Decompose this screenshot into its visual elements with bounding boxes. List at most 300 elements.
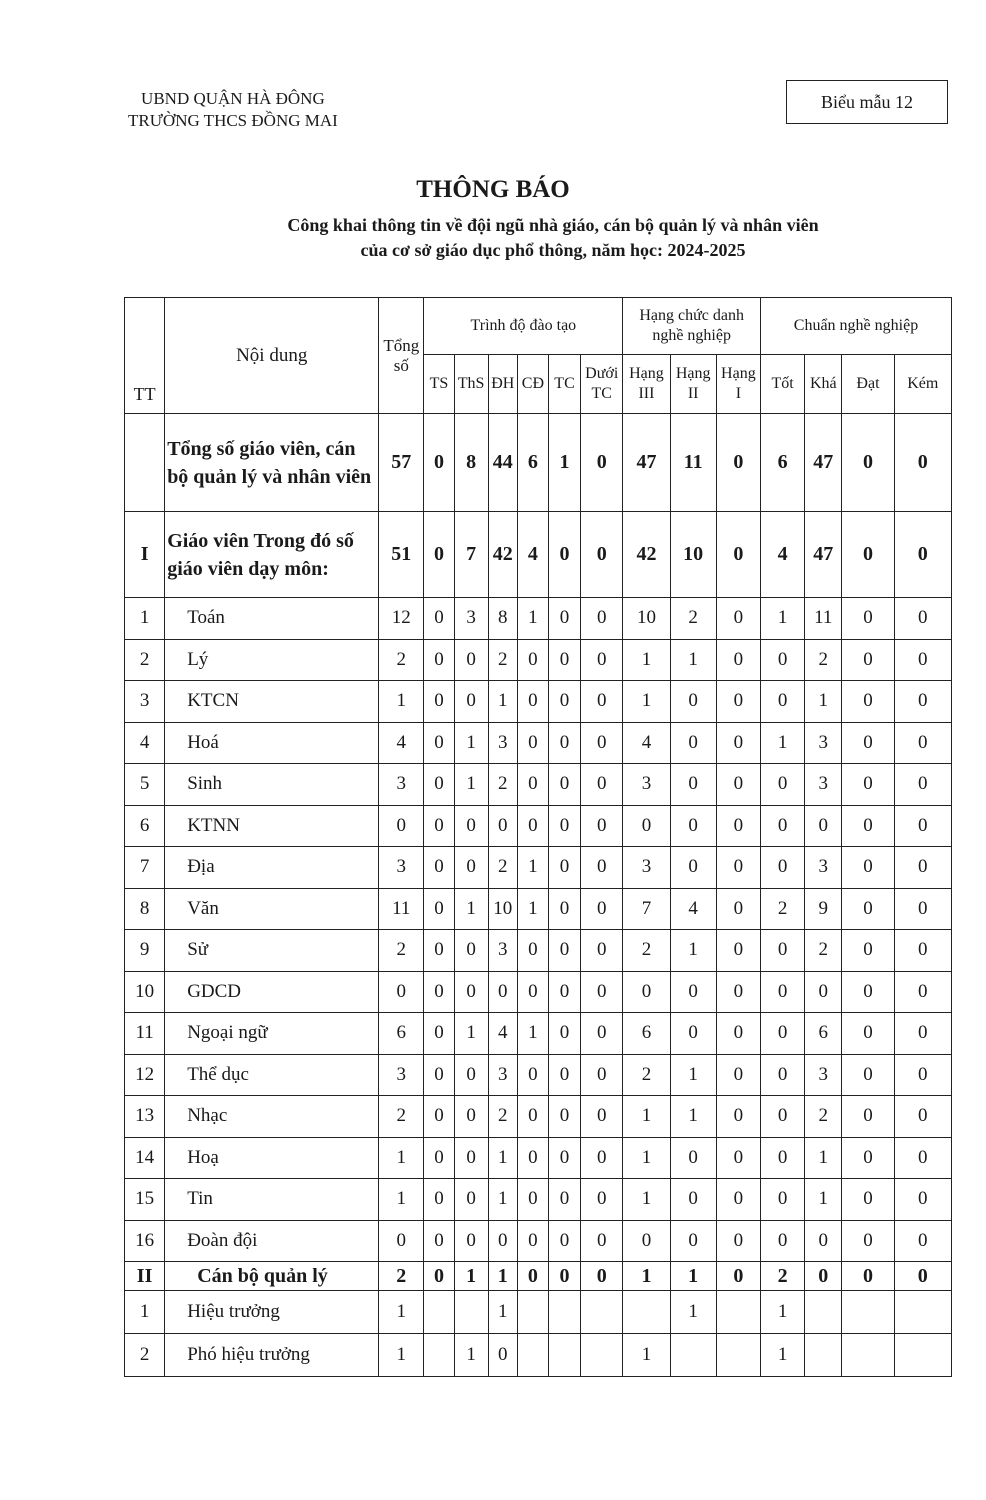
row-value: 0	[894, 805, 951, 847]
row-content: Địa	[165, 847, 379, 889]
row-value: 0	[488, 1334, 517, 1377]
row-value: 10	[623, 598, 670, 640]
row-value: 0	[716, 639, 760, 681]
row-value: 7	[623, 888, 670, 930]
row-value: 0	[760, 1013, 804, 1055]
row-value: 42	[623, 512, 670, 598]
row-index: 8	[125, 888, 165, 930]
row-value	[581, 1291, 623, 1334]
row-value: 0	[842, 847, 894, 889]
row-value: 0	[623, 1220, 670, 1262]
row-value: 2	[805, 1096, 842, 1138]
header-weak: Kém	[894, 355, 951, 414]
row-content: Hoạ	[165, 1137, 379, 1179]
row-value: 4	[379, 722, 424, 764]
row-value: 2	[623, 1054, 670, 1096]
row-value: 0	[581, 888, 623, 930]
row-value: 0	[716, 1096, 760, 1138]
row-value: 1	[454, 1334, 488, 1377]
row-value: 0	[716, 1220, 760, 1262]
row-value: 1	[488, 1179, 517, 1221]
row-value: 44	[488, 414, 517, 512]
row-value: 3	[379, 764, 424, 806]
row-content: Thể dục	[165, 1054, 379, 1096]
table-row	[125, 598, 952, 640]
row-value: 0	[548, 1262, 580, 1291]
row-value: 12	[379, 598, 424, 640]
row-content: Nhạc	[165, 1096, 379, 1138]
header-rank-iii: Hạng III	[623, 355, 670, 414]
row-value: 0	[894, 764, 951, 806]
row-value: 0	[716, 512, 760, 598]
row-value: 0	[760, 971, 804, 1013]
row-value: 0	[548, 1220, 580, 1262]
row-value: 0	[424, 888, 454, 930]
row-value: 0	[548, 1054, 580, 1096]
row-value: 1	[670, 639, 716, 681]
row-index: 9	[125, 930, 165, 972]
row-value: 4	[488, 1013, 517, 1055]
row-value: 0	[894, 1220, 951, 1262]
row-value: 0	[548, 722, 580, 764]
row-value: 0	[716, 681, 760, 723]
row-value: 0	[581, 1179, 623, 1221]
row-value: 1	[454, 722, 488, 764]
row-value: 1	[805, 681, 842, 723]
row-value: 0	[716, 722, 760, 764]
row-content: Lý	[165, 639, 379, 681]
row-value: 0	[424, 1262, 454, 1291]
row-value: 0	[716, 930, 760, 972]
table-body	[125, 414, 952, 1377]
row-value: 1	[379, 1291, 424, 1334]
row-value: 0	[379, 1220, 424, 1262]
row-value: 0	[454, 1179, 488, 1221]
header-dh: ĐH	[488, 355, 517, 414]
row-value: 1	[623, 681, 670, 723]
row-value: 3	[488, 1054, 517, 1096]
header-rank-ii: Hạng II	[670, 355, 716, 414]
document-subtitle	[60, 213, 986, 263]
row-value: 0	[842, 1013, 894, 1055]
row-value: 0	[842, 1179, 894, 1221]
row-content: Hoá	[165, 722, 379, 764]
table-row	[125, 1291, 952, 1334]
row-value: 1	[623, 1179, 670, 1221]
row-value: 3	[379, 847, 424, 889]
row-value: 0	[670, 1220, 716, 1262]
row-value: 7	[454, 512, 488, 598]
row-value: 0	[670, 1137, 716, 1179]
row-value	[716, 1291, 760, 1334]
row-value: 1	[623, 1262, 670, 1291]
row-value: 57	[379, 414, 424, 512]
row-value: 0	[760, 930, 804, 972]
header-ts: TS	[424, 355, 454, 414]
table-row	[125, 1179, 952, 1221]
row-value: 1	[760, 1334, 804, 1377]
row-value: 2	[379, 639, 424, 681]
row-value: 1	[805, 1137, 842, 1179]
table-row	[125, 1334, 952, 1377]
row-value: 0	[716, 1137, 760, 1179]
row-value: 6	[517, 414, 548, 512]
row-value: 1	[379, 1334, 424, 1377]
row-value: 0	[581, 764, 623, 806]
row-value: 0	[424, 1179, 454, 1221]
row-index: 2	[125, 1334, 165, 1377]
row-content: Văn	[165, 888, 379, 930]
header-total: Tổng số	[379, 298, 424, 414]
row-content: Phó hiệu trưởng	[165, 1334, 379, 1377]
row-value: 0	[424, 1013, 454, 1055]
row-value: 1	[548, 414, 580, 512]
row-value: 1	[454, 888, 488, 930]
row-value	[517, 1334, 548, 1377]
row-value: 1	[670, 1291, 716, 1334]
row-value: 0	[454, 1220, 488, 1262]
subtitle-line-1: Công khai thông tin về đội ngũ nhà giáo, cán bộ quản lý và nhân viên	[287, 215, 819, 235]
row-value: 1	[454, 1262, 488, 1291]
row-value: 0	[670, 1179, 716, 1221]
row-value: 2	[488, 847, 517, 889]
row-value: 0	[548, 971, 580, 1013]
row-value: 1	[488, 1262, 517, 1291]
row-index: II	[125, 1262, 165, 1291]
form-number-box	[786, 80, 948, 124]
row-value: 0	[760, 764, 804, 806]
row-index	[125, 414, 165, 512]
row-value: 0	[623, 971, 670, 1013]
row-value: 0	[548, 598, 580, 640]
row-value	[454, 1291, 488, 1334]
row-index: 16	[125, 1220, 165, 1262]
row-value: 0	[894, 681, 951, 723]
row-value: 0	[842, 1096, 894, 1138]
row-content: Đoàn đội	[165, 1220, 379, 1262]
row-value: 0	[716, 414, 760, 512]
row-value: 0	[517, 681, 548, 723]
row-value: 0	[716, 888, 760, 930]
row-value: 0	[517, 764, 548, 806]
row-value: 51	[379, 512, 424, 598]
row-value: 0	[842, 414, 894, 512]
row-value: 0	[424, 764, 454, 806]
row-content: KTCN	[165, 681, 379, 723]
row-content: Cán bộ quản lý	[165, 1262, 379, 1291]
row-index: 12	[125, 1054, 165, 1096]
row-value: 0	[424, 805, 454, 847]
row-value: 0	[548, 1096, 580, 1138]
table-row	[125, 681, 952, 723]
row-value: 0	[424, 1220, 454, 1262]
row-value: 8	[454, 414, 488, 512]
row-value: 0	[581, 598, 623, 640]
row-value: 0	[517, 1262, 548, 1291]
row-value: 0	[488, 971, 517, 1013]
header-good: Tốt	[760, 355, 804, 414]
row-value: 0	[424, 1054, 454, 1096]
row-value: 0	[581, 847, 623, 889]
row-value: 0	[454, 847, 488, 889]
row-value: 0	[517, 639, 548, 681]
row-value: 0	[760, 847, 804, 889]
row-value: 2	[805, 639, 842, 681]
row-value: 0	[842, 1220, 894, 1262]
row-value: 1	[760, 598, 804, 640]
table-row	[125, 1137, 952, 1179]
row-value: 0	[424, 639, 454, 681]
row-value: 2	[379, 1262, 424, 1291]
table-row	[125, 764, 952, 806]
row-value: 0	[517, 971, 548, 1013]
row-value: 0	[716, 847, 760, 889]
row-value: 0	[670, 1013, 716, 1055]
table-row	[125, 888, 952, 930]
row-value: 0	[894, 1137, 951, 1179]
row-value: 0	[581, 1054, 623, 1096]
subtitle-line-2: của cơ sở giáo dục phổ thông, năm học: 2024-2025	[360, 240, 746, 260]
row-value: 0	[517, 930, 548, 972]
row-value: 0	[670, 847, 716, 889]
row-value: 0	[842, 1137, 894, 1179]
row-value: 0	[581, 1262, 623, 1291]
row-content: Toán	[165, 598, 379, 640]
row-value: 0	[581, 414, 623, 512]
row-value: 0	[894, 1013, 951, 1055]
row-value: 0	[379, 805, 424, 847]
header-professional-rank: Hạng chức danh nghề nghiệp	[623, 298, 761, 355]
row-value	[623, 1291, 670, 1334]
row-value: 0	[760, 1137, 804, 1179]
row-value: 0	[805, 1220, 842, 1262]
row-value: 0	[760, 805, 804, 847]
row-value: 1	[379, 681, 424, 723]
row-value: 4	[670, 888, 716, 930]
header-rank-i: Hạng I	[716, 355, 760, 414]
row-value: 1	[517, 847, 548, 889]
row-value: 0	[716, 598, 760, 640]
row-value: 0	[842, 598, 894, 640]
row-value: 3	[805, 1054, 842, 1096]
row-value: 0	[842, 1054, 894, 1096]
row-value: 0	[517, 1096, 548, 1138]
row-value: 10	[670, 512, 716, 598]
row-value: 0	[805, 805, 842, 847]
header-cd: CĐ	[517, 355, 548, 414]
header-fair: Khá	[805, 355, 842, 414]
header-pass: Đạt	[842, 355, 894, 414]
row-value: 0	[842, 888, 894, 930]
row-value: 0	[517, 805, 548, 847]
row-value: 0	[760, 681, 804, 723]
table-row	[125, 414, 952, 512]
row-value: 0	[805, 971, 842, 1013]
row-value: 3	[454, 598, 488, 640]
row-index: 6	[125, 805, 165, 847]
row-value: 0	[581, 930, 623, 972]
row-value: 0	[548, 805, 580, 847]
row-value: 0	[716, 1054, 760, 1096]
row-value: 0	[424, 930, 454, 972]
row-index: 5	[125, 764, 165, 806]
row-value: 0	[548, 1137, 580, 1179]
row-value	[517, 1291, 548, 1334]
table-header	[125, 298, 952, 414]
row-value: 1	[805, 1179, 842, 1221]
row-value: 0	[581, 512, 623, 598]
row-value: 0	[894, 414, 951, 512]
row-value: 0	[548, 930, 580, 972]
row-value: 0	[716, 805, 760, 847]
row-content: Giáo viên Trong đó số giáo viên dạy môn:	[165, 512, 379, 598]
row-value: 2	[760, 1262, 804, 1291]
table-row	[125, 722, 952, 764]
row-value	[424, 1291, 454, 1334]
row-value: 1	[623, 1137, 670, 1179]
row-value: 0	[581, 1096, 623, 1138]
row-value: 0	[424, 414, 454, 512]
row-value: 1	[379, 1179, 424, 1221]
row-value: 1	[623, 1096, 670, 1138]
row-value: 0	[454, 971, 488, 1013]
row-value: 0	[670, 722, 716, 764]
row-value: 1	[760, 1291, 804, 1334]
row-value: 1	[379, 1137, 424, 1179]
row-value: 42	[488, 512, 517, 598]
row-value	[842, 1291, 894, 1334]
row-value: 2	[488, 1096, 517, 1138]
table-row	[125, 930, 952, 972]
row-value: 2	[805, 930, 842, 972]
row-value: 0	[716, 764, 760, 806]
row-value: 0	[894, 1262, 951, 1291]
row-value: 0	[581, 722, 623, 764]
row-value: 0	[760, 639, 804, 681]
header-below-tc: Dưới TC	[581, 355, 623, 414]
row-value: 0	[894, 1054, 951, 1096]
row-value: 0	[548, 847, 580, 889]
row-value: 3	[623, 847, 670, 889]
row-value: 0	[454, 1054, 488, 1096]
row-value: 0	[424, 847, 454, 889]
row-value: 47	[805, 414, 842, 512]
row-index: 3	[125, 681, 165, 723]
row-value: 3	[805, 722, 842, 764]
row-value: 0	[517, 722, 548, 764]
row-index: 2	[125, 639, 165, 681]
row-value: 0	[842, 805, 894, 847]
row-content: Tin	[165, 1179, 379, 1221]
table-row	[125, 1054, 952, 1096]
row-value: 0	[581, 1013, 623, 1055]
table-row	[125, 1013, 952, 1055]
row-value: 1	[670, 1096, 716, 1138]
row-value: 2	[379, 930, 424, 972]
row-value: 0	[424, 598, 454, 640]
row-value: 0	[842, 971, 894, 1013]
row-value: 4	[517, 512, 548, 598]
row-index: 14	[125, 1137, 165, 1179]
row-index: 10	[125, 971, 165, 1013]
row-value: 0	[517, 1137, 548, 1179]
row-value: 0	[581, 1220, 623, 1262]
row-value: 6	[379, 1013, 424, 1055]
row-value: 0	[548, 764, 580, 806]
row-index: 7	[125, 847, 165, 889]
row-value: 0	[454, 805, 488, 847]
row-value: 11	[805, 598, 842, 640]
row-value: 0	[760, 1054, 804, 1096]
row-value: 6	[760, 414, 804, 512]
row-value: 0	[548, 1013, 580, 1055]
row-value: 0	[842, 764, 894, 806]
row-content: Hiệu trưởng	[165, 1291, 379, 1334]
header-training-level: Trình độ đào tạo	[424, 298, 623, 355]
document-title: THÔNG BÁO	[416, 176, 570, 203]
row-content: Sinh	[165, 764, 379, 806]
row-value	[805, 1291, 842, 1334]
row-index: 4	[125, 722, 165, 764]
row-value: 2	[623, 930, 670, 972]
row-value	[424, 1334, 454, 1377]
row-value: 0	[894, 512, 951, 598]
row-value: 0	[670, 681, 716, 723]
row-value: 0	[454, 1137, 488, 1179]
header-tc: TC	[548, 355, 580, 414]
row-value: 0	[623, 805, 670, 847]
row-value: 0	[488, 1220, 517, 1262]
issuing-organization	[128, 88, 338, 132]
row-value: 0	[454, 639, 488, 681]
row-value: 3	[623, 764, 670, 806]
row-value: 0	[424, 681, 454, 723]
table-row	[125, 805, 952, 847]
row-content: KTNN	[165, 805, 379, 847]
row-value: 1	[623, 1334, 670, 1377]
row-value: 8	[488, 598, 517, 640]
row-value: 0	[716, 971, 760, 1013]
row-value: 0	[805, 1262, 842, 1291]
row-value: 0	[894, 971, 951, 1013]
row-value	[670, 1334, 716, 1377]
row-value: 0	[670, 971, 716, 1013]
org-authority: UBND QUẬN HÀ ĐÔNG	[141, 89, 325, 108]
row-value	[894, 1291, 951, 1334]
row-value: 10	[488, 888, 517, 930]
row-value: 1	[670, 1262, 716, 1291]
row-value: 0	[716, 1179, 760, 1221]
form-number-label: Biểu mẫu 12	[821, 91, 913, 112]
row-value: 0	[894, 598, 951, 640]
row-value: 3	[488, 930, 517, 972]
row-value: 0	[894, 1096, 951, 1138]
row-value: 0	[517, 1220, 548, 1262]
row-value: 0	[670, 805, 716, 847]
header-content: Nội dung	[165, 298, 379, 414]
org-school: TRƯỜNG THCS ĐỒNG MAI	[128, 111, 338, 130]
row-value: 0	[454, 681, 488, 723]
row-value: 0	[424, 512, 454, 598]
row-value: 47	[623, 414, 670, 512]
row-value: 0	[581, 971, 623, 1013]
row-value: 6	[623, 1013, 670, 1055]
row-value: 1	[517, 598, 548, 640]
row-value: 0	[548, 888, 580, 930]
table-row	[125, 639, 952, 681]
row-value: 1	[623, 639, 670, 681]
row-value	[581, 1334, 623, 1377]
